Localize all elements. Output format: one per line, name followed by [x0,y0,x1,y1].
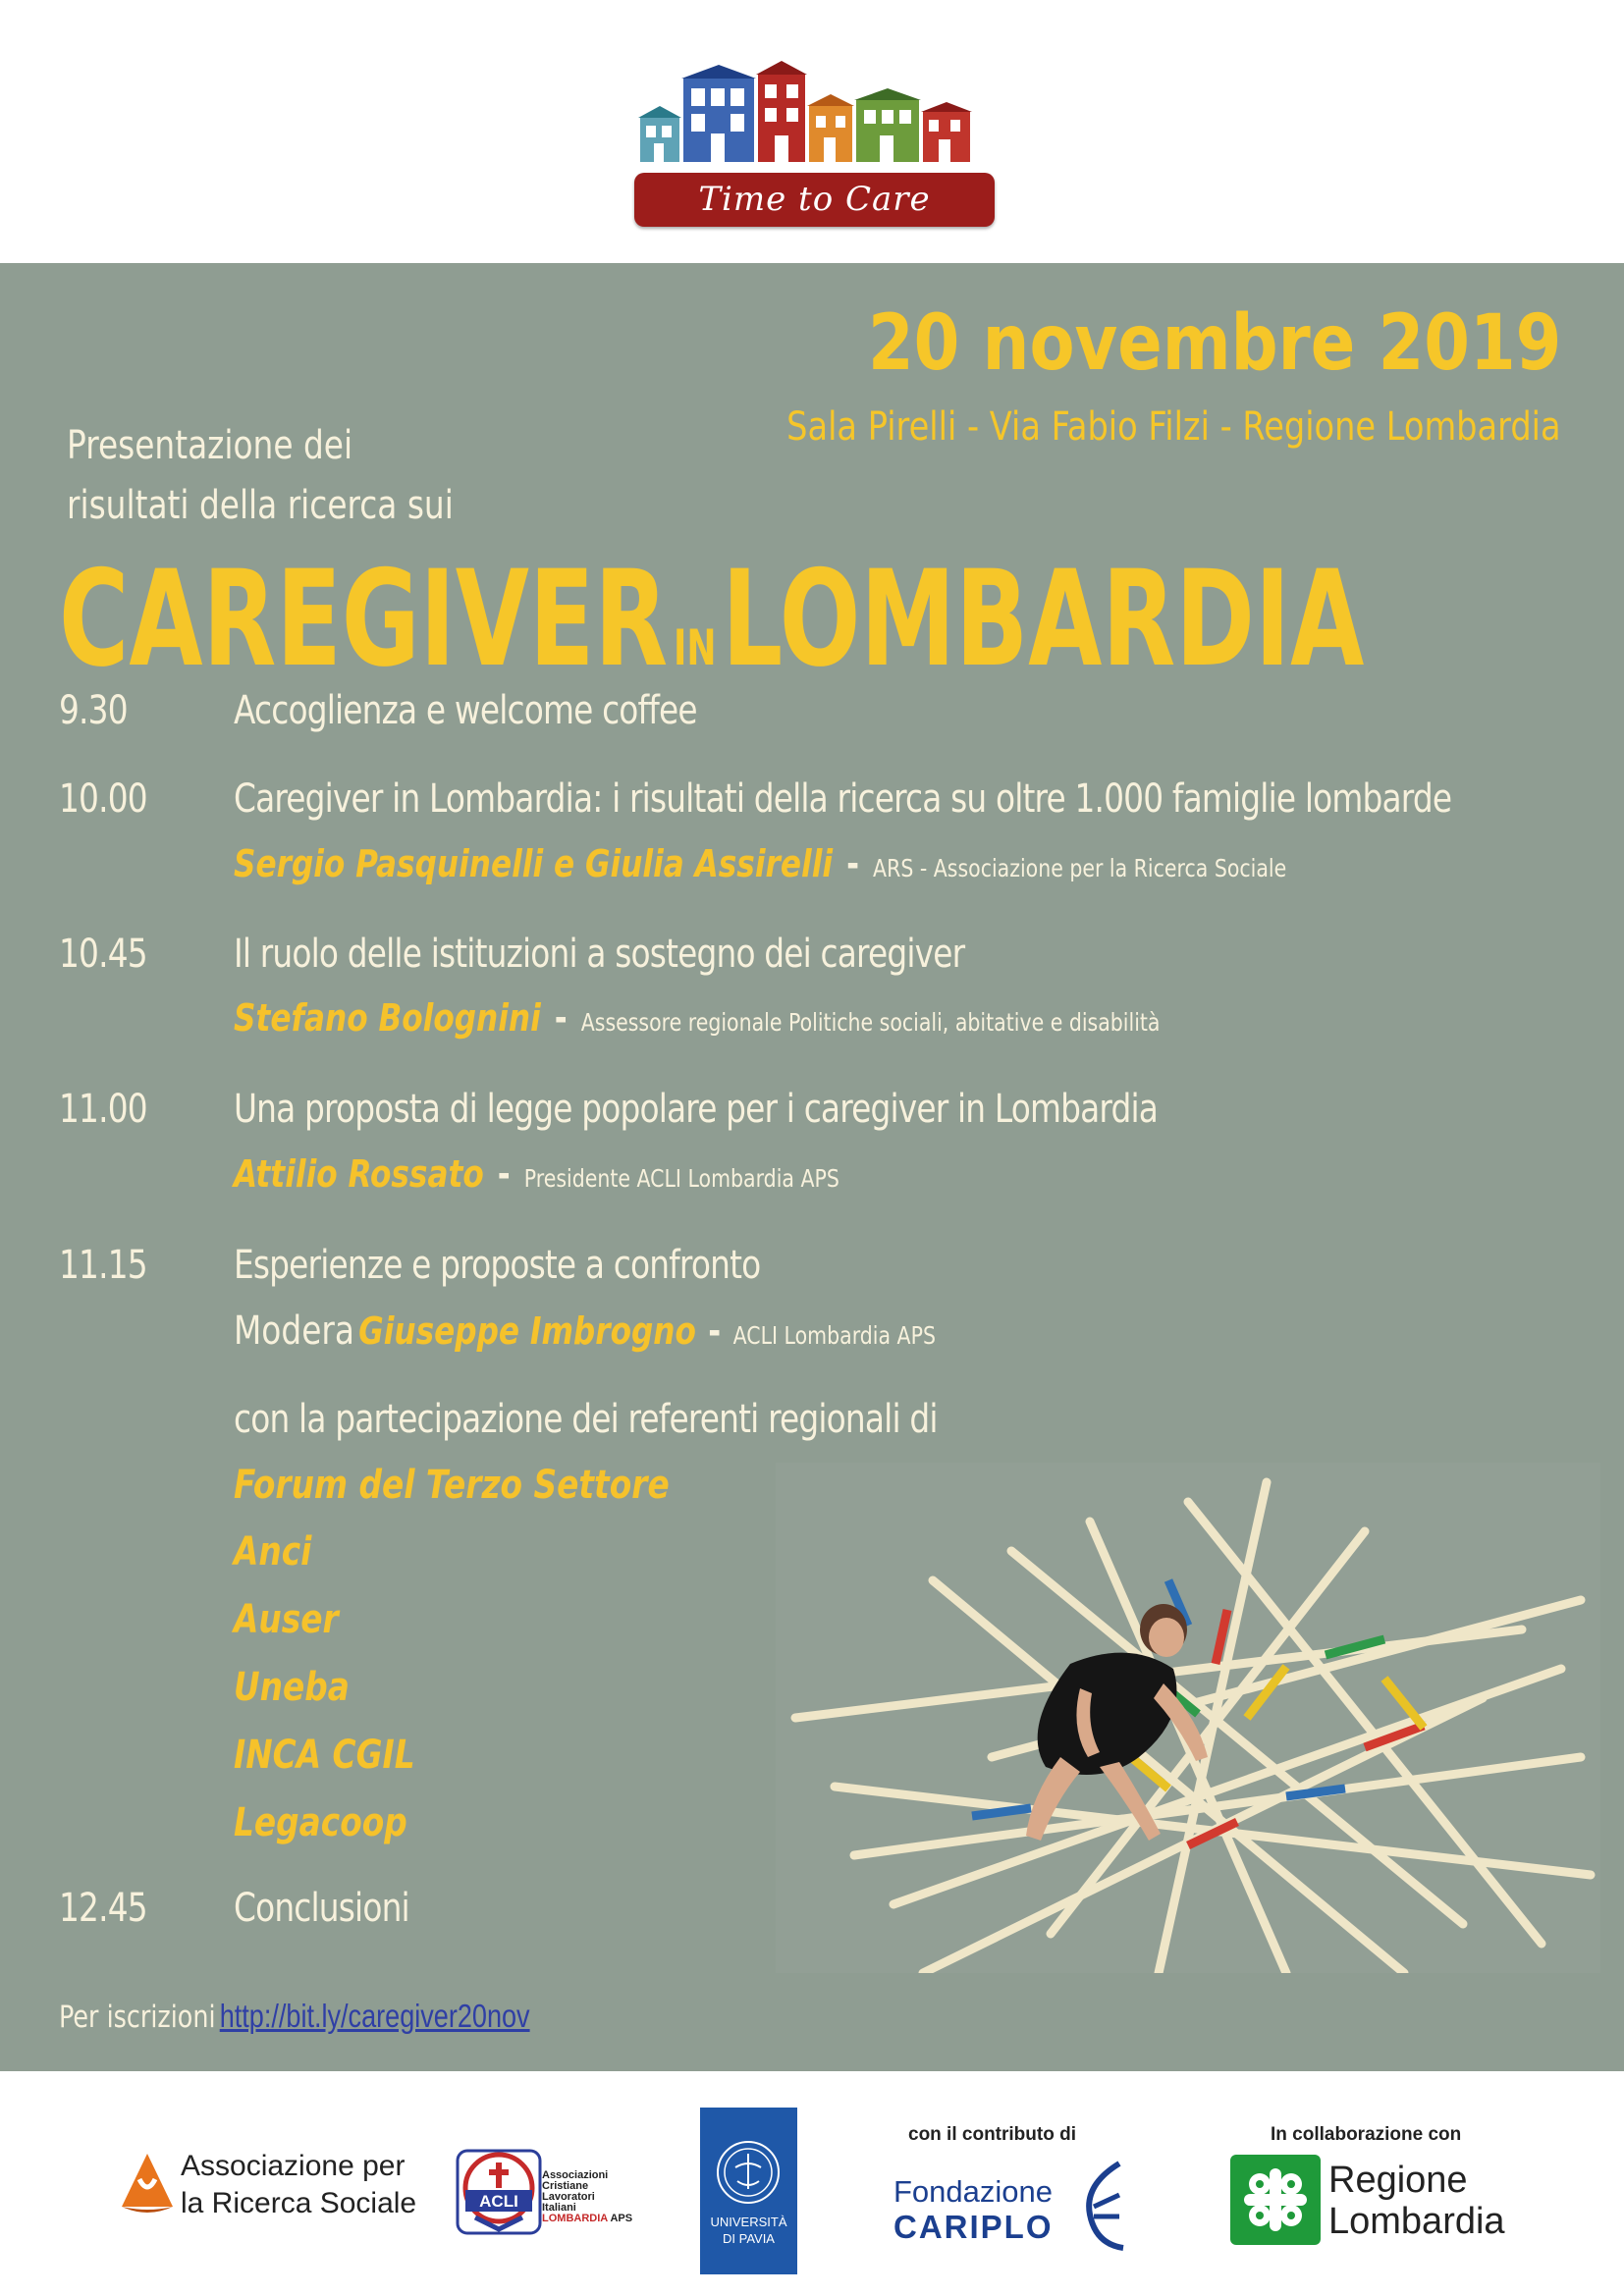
agenda-moderator-line [234,1308,936,1354]
intro-line-2: risultati della ricerca sui [67,483,454,528]
unipv-seal-icon [714,2138,783,2207]
unipv-line-2: DI PAVIA [723,2231,775,2246]
title-part-1: CAREGIVER [59,542,669,696]
agenda-title: Esperienze e proposte a confronto [234,1243,761,1288]
registration-label: Per iscrizioni [59,2000,216,2035]
regione-line-1: Regione [1328,2160,1468,2201]
agenda-title: Caregiver in Lombardia: i risultati della ricerca su oltre 1.000 famiglie lombarde [234,776,1452,822]
separator: - [554,996,568,1040]
organization-item: Uneba [234,1665,350,1710]
agenda-time: 11.00 [59,1087,147,1132]
acli-aps: APS [610,2213,633,2224]
cariplo-line-2: CARIPLO [893,2209,1054,2245]
cariplo-caption: con il contributo di [908,2124,1076,2145]
acli-line-1: Associazioni [542,2169,609,2181]
separator: - [497,1152,511,1196]
agenda-time: 11.15 [59,1243,147,1288]
mikado-sticks-illustration [776,1463,1600,1973]
agenda-title: Accoglienza e welcome coffee [234,688,697,733]
moderator-prefix: Modera [234,1308,354,1354]
agenda-speaker-line [234,996,1160,1040]
cariplo-mark-icon [1080,2156,1127,2254]
event-venue: Sala Pirelli - Via Fabio Filzi - Regione Lombardia [786,404,1561,450]
event-date: 20 novembre 2019 [867,299,1561,388]
organization-item: Anci [234,1529,312,1575]
ars-logo-icon [118,2150,177,2218]
agenda-time: 9.30 [59,688,128,733]
unipv-line-1: UNIVERSITÀ [710,2215,787,2229]
speaker-affiliation: ARS - Associazione per la Ricerca Sociale [873,854,1287,882]
acli-badge: ACLI [479,2192,518,2211]
acli-logo-icon [452,2145,546,2239]
organization-item: Legacoop [234,1800,407,1845]
agenda-speaker-line [234,1152,839,1196]
speaker-affiliation: ACLI Lombardia APS [732,1321,936,1350]
agenda-title: Una proposta di legge popolare per i caregiver in Lombardia [234,1087,1159,1132]
agenda-time: 12.45 [59,1886,147,1931]
registration-link[interactable]: http://bit.ly/caregiver20nov [219,1998,530,2034]
speaker-affiliation: Assessore regionale Politiche sociali, abitative e disabilità [580,1008,1161,1037]
participation-text: con la partecipazione dei referenti regionali di [234,1397,938,1442]
speaker-name: Attilio Rossato [234,1152,484,1196]
regione-caption: In collaborazione con [1271,2124,1462,2145]
agenda-title: Il ruolo delle istituzioni a sostegno dei caregiver [234,932,965,977]
intro-line-1: Presentazione dei [67,423,353,468]
ars-line-2: la Ricerca Sociale [181,2187,417,2219]
agenda-time: 10.00 [59,776,147,822]
agenda-title: Conclusioni [234,1886,409,1931]
regione-line-2: Lombardia [1328,2201,1505,2242]
houses-logo-icon [634,57,996,170]
acli-line-2: Cristiane [542,2180,589,2192]
separator: - [708,1309,722,1353]
logo-text: Time to Care [698,180,931,219]
acli-line-4: Italiani [542,2202,576,2214]
speaker-affiliation: Presidente ACLI Lombardia APS [523,1164,839,1193]
speaker-name: Sergio Pasquinelli e Giulia Assirelli [234,842,834,885]
agenda-time: 10.45 [59,932,147,977]
regione-logo-icon [1230,2155,1321,2245]
title-part-2: LOMBARDIA [722,542,1365,696]
separator: - [846,842,860,885]
speaker-name: Stefano Bolognini [234,996,541,1040]
acli-line-5: LOMBARDIA [542,2213,608,2224]
acli-text [542,2170,632,2224]
header [0,0,1624,263]
organization-item: Forum del Terzo Settore [234,1463,670,1508]
organization-item: Auser [234,1597,339,1642]
organization-item: INCA CGIL [234,1733,415,1778]
agenda-speaker-line [234,842,1286,885]
ars-line-1: Associazione per [181,2150,406,2182]
speaker-name: Giuseppe Imbrogno [358,1309,696,1353]
title-in: IN [673,619,717,676]
registration-line [59,1998,530,2035]
page-title [59,542,1364,696]
cariplo-line-1: Fondazione [893,2174,1054,2209]
acli-line-3: Lavoratori [542,2191,595,2203]
